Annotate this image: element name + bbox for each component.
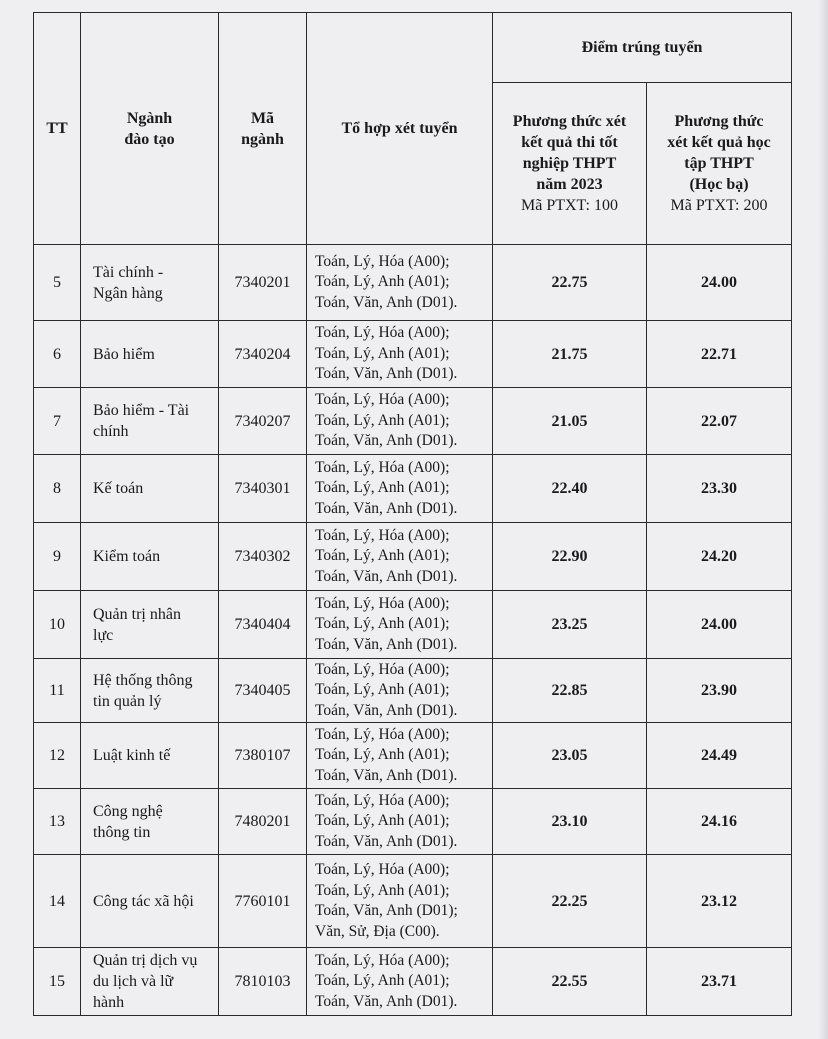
cell-tt: 9 (34, 523, 81, 591)
combo-line: Toán, Lý, Anh (A01); (315, 344, 450, 362)
cell-tt: 10 (34, 591, 81, 659)
combo-line: Toán, Văn, Anh (D01). (315, 365, 458, 383)
cell-score-100: 22.85 (493, 659, 647, 723)
table-row (34, 455, 792, 523)
cell-tt: 5 (34, 245, 81, 321)
major-line: Quản trị nhân (93, 605, 181, 623)
cell-major (81, 789, 219, 855)
cell-tt: 12 (34, 723, 81, 789)
cell-code: 7340301 (219, 455, 307, 523)
cell-score-200: 23.90 (647, 659, 792, 723)
table-row (34, 321, 792, 388)
cell-score-100: 23.10 (493, 789, 647, 855)
combo-line: Toán, Lý, Hóa (A00); (315, 861, 450, 878)
header-code (219, 13, 307, 245)
combo-line: Toán, Văn, Anh (D01). (315, 432, 458, 450)
cell-major (81, 388, 219, 455)
cell-major (81, 948, 219, 1016)
cell-score-200: 24.49 (647, 723, 792, 789)
cell-combo (307, 523, 493, 591)
combo-line: Toán, Lý, Hóa (A00); (315, 791, 450, 809)
combo-line: Toán, Văn, Anh (D01). (315, 832, 458, 850)
cell-score-200: 24.20 (647, 523, 792, 591)
combo-line: Toán, Văn, Anh (D01). (315, 635, 458, 653)
cell-score-200: 24.00 (647, 591, 792, 659)
table-row (34, 591, 792, 659)
cell-score-100: 21.75 (493, 321, 647, 388)
major-line: Bảo hiểm - Tài (93, 402, 190, 419)
table-row (34, 659, 792, 723)
cell-tt: 13 (34, 789, 81, 855)
header-row-top (34, 13, 792, 83)
cell-code: 7380107 (219, 723, 307, 789)
cell-major (81, 523, 219, 591)
major-line: tin quản lý (93, 692, 162, 710)
cell-tt: 8 (34, 455, 81, 523)
major-line: thông tin (93, 823, 151, 841)
header-tt: TT (34, 13, 81, 245)
cell-combo (307, 388, 493, 455)
table-row (34, 948, 792, 1016)
method2-line4: (Học bạ) (689, 176, 749, 193)
cell-tt: 11 (34, 659, 81, 723)
cell-combo (307, 723, 493, 789)
cell-combo (307, 591, 493, 659)
major-line: Luật kinh tế (93, 747, 171, 764)
cell-combo (307, 321, 493, 388)
table-row (34, 388, 792, 455)
cell-score-100: 23.05 (493, 723, 647, 789)
cell-combo (307, 789, 493, 855)
combo-line: Toán, Văn, Anh (D01). (315, 701, 458, 719)
cell-code: 7480201 (219, 789, 307, 855)
major-line: Kế toán (93, 480, 144, 497)
cell-code: 7340201 (219, 245, 307, 321)
cell-combo (307, 455, 493, 523)
method2-line1: Phương thức (674, 113, 764, 130)
header-code-line2: ngành (241, 130, 284, 148)
combo-line: Toán, Lý, Anh (A01); (315, 547, 450, 565)
major-line: Tài chính - (93, 263, 164, 281)
cell-major (81, 723, 219, 789)
header-code-line1: Mã (250, 109, 275, 127)
cell-score-100: 21.05 (493, 388, 647, 455)
header-method-200 (647, 83, 792, 245)
combo-line: Toán, Lý, Anh (A01); (315, 479, 450, 497)
combo-line: Toán, Lý, Anh (A01); (315, 273, 450, 291)
combo-line: Toán, Lý, Anh (A01); (315, 681, 450, 699)
combo-line: Toán, Văn, Anh (D01); (315, 902, 458, 919)
header-combo: Tổ hợp xét tuyển (307, 13, 493, 245)
cell-score-200: 23.71 (647, 948, 792, 1016)
cell-score-200: 23.12 (647, 855, 792, 948)
combo-line: Toán, Lý, Hóa (A00); (315, 594, 450, 612)
table-row (34, 855, 792, 948)
table-body (34, 245, 792, 1016)
cell-code: 7340207 (219, 388, 307, 455)
cell-score-100: 23.25 (493, 591, 647, 659)
cell-tt: 7 (34, 388, 81, 455)
cell-score-100: 22.90 (493, 523, 647, 591)
cell-score-100: 22.40 (493, 455, 647, 523)
combo-line: Toán, Lý, Hóa (A00); (315, 391, 450, 409)
method2-line3: tập THPT (684, 155, 754, 172)
combo-line: Toán, Lý, Anh (A01); (315, 746, 450, 764)
major-line: Công tác xã hội (93, 892, 194, 910)
method1-line4: năm 2023 (536, 176, 603, 193)
method1-code: Mã PTXT: 100 (521, 197, 618, 214)
combo-line: Toán, Lý, Hóa (A00); (315, 951, 450, 969)
cell-tt: 15 (34, 948, 81, 1016)
table-row (34, 723, 792, 789)
table-row (34, 245, 792, 321)
method2-line2: xét kết quả học (667, 134, 771, 151)
major-line: du lịch và lữ (93, 973, 174, 990)
combo-line: Toán, Văn, Anh (D01). (315, 992, 458, 1010)
cell-score-100: 22.55 (493, 948, 647, 1016)
combo-line: Văn, Sử, Địa (C00). (315, 922, 440, 940)
cell-code: 7760101 (219, 855, 307, 948)
method1-line2: kết quả thi tốt (521, 134, 618, 151)
cell-combo (307, 855, 493, 948)
cell-score-200: 24.16 (647, 789, 792, 855)
cell-score-200: 24.00 (647, 245, 792, 321)
combo-line: Toán, Lý, Hóa (A00); (315, 324, 450, 342)
table-row (34, 523, 792, 591)
major-line: chính (93, 423, 129, 440)
cell-code: 7340405 (219, 659, 307, 723)
cell-score-200: 22.07 (647, 388, 792, 455)
cell-code: 7810103 (219, 948, 307, 1016)
combo-line: Toán, Lý, Hóa (A00); (315, 526, 450, 544)
method2-code: Mã PTXT: 200 (670, 197, 768, 214)
cell-combo (307, 659, 493, 723)
combo-line: Toán, Lý, Anh (A01); (315, 812, 450, 830)
cell-tt: 14 (34, 855, 81, 948)
combo-line: Toán, Lý, Hóa (A00); (315, 725, 450, 743)
cell-score-200: 23.30 (647, 455, 792, 523)
cell-combo (307, 948, 493, 1016)
combo-line: Toán, Văn, Anh (D01). (315, 567, 458, 585)
cell-code: 7340204 (219, 321, 307, 388)
major-line: lực (93, 626, 114, 644)
cell-combo (307, 245, 493, 321)
cell-code: 7340404 (219, 591, 307, 659)
cell-code: 7340302 (219, 523, 307, 591)
combo-line: Toán, Lý, Anh (A01); (315, 411, 450, 429)
major-line: Quản trị dịch vụ (93, 952, 198, 969)
cell-major (81, 855, 219, 948)
admission-score-table (33, 12, 792, 1016)
combo-line: Toán, Lý, Anh (A01); (315, 881, 450, 899)
cell-major (81, 591, 219, 659)
major-line: Kiểm toán (93, 548, 161, 565)
method1-line3: nghiệp THPT (522, 155, 617, 172)
combo-line: Toán, Lý, Anh (A01); (315, 615, 450, 633)
header-major-line1: Ngành (126, 109, 173, 127)
major-line: Ngân hàng (93, 284, 163, 302)
combo-line: Toán, Lý, Hóa (A00); (315, 660, 450, 678)
cell-score-200: 22.71 (647, 321, 792, 388)
method1-line1: Phương thức xét (512, 113, 627, 130)
cell-major (81, 245, 219, 321)
combo-line: Toán, Lý, Hóa (A00); (315, 458, 450, 476)
header-major (81, 13, 219, 245)
combo-line: Toán, Lý, Hóa (A00); (315, 252, 450, 270)
cell-score-100: 22.25 (493, 855, 647, 948)
major-line: Hệ thống thông (93, 671, 193, 689)
major-line: hành (93, 994, 125, 1011)
combo-line: Toán, Văn, Anh (D01). (315, 499, 458, 517)
combo-line: Toán, Văn, Anh (D01). (315, 293, 458, 311)
table-row (34, 789, 792, 855)
cell-score-100: 22.75 (493, 245, 647, 321)
major-line: Công nghệ (93, 802, 163, 820)
cell-major (81, 659, 219, 723)
major-line: Bảo hiểm (93, 345, 155, 363)
cell-major (81, 321, 219, 388)
cell-major (81, 455, 219, 523)
header-method-100 (493, 83, 647, 245)
combo-line: Toán, Lý, Anh (A01); (315, 972, 450, 990)
header-score-group: Điểm trúng tuyển (493, 13, 792, 83)
header-major-line2: đào tạo (124, 130, 175, 148)
combo-line: Toán, Văn, Anh (D01). (315, 766, 458, 784)
cell-tt: 6 (34, 321, 81, 388)
page-edge-shadow (818, 0, 828, 1039)
